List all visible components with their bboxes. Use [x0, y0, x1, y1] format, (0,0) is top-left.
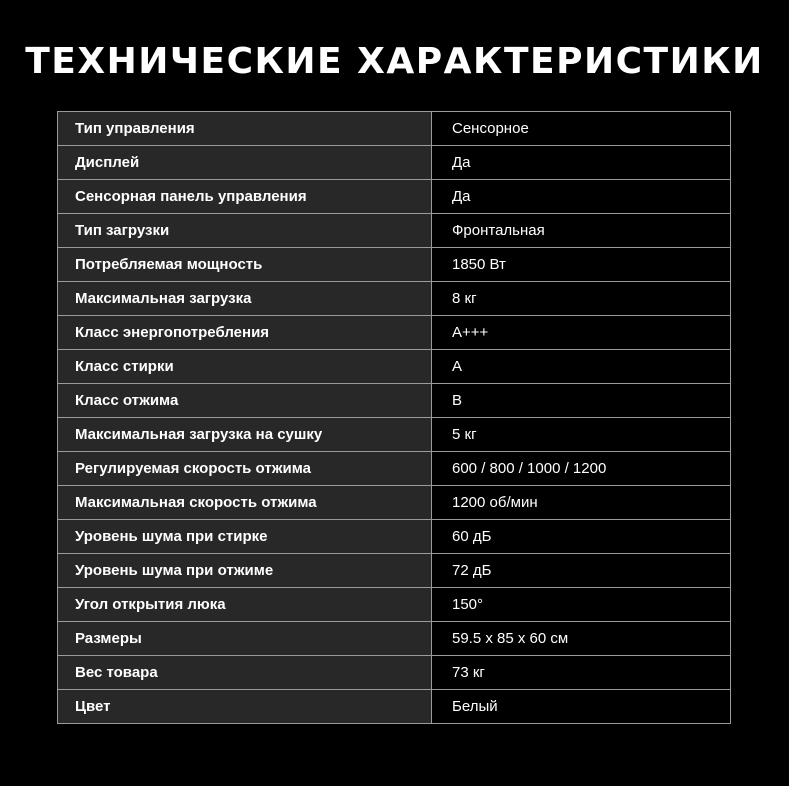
spec-name: Потребляемая мощность	[58, 248, 432, 282]
spec-row	[58, 520, 731, 554]
spec-row	[58, 554, 731, 588]
spec-row	[58, 214, 731, 248]
spec-name: Класс отжима	[58, 384, 432, 418]
spec-row	[58, 452, 731, 486]
spec-value: Сенсорное	[432, 112, 731, 146]
spec-row	[58, 656, 731, 690]
spec-table	[57, 111, 731, 724]
spec-row	[58, 146, 731, 180]
spec-name: Размеры	[58, 622, 432, 656]
spec-row	[58, 384, 731, 418]
spec-row	[58, 248, 731, 282]
spec-name: Тип управления	[58, 112, 432, 146]
spec-value: 5 кг	[432, 418, 731, 452]
spec-name: Угол открытия люка	[58, 588, 432, 622]
spec-value: 1200 об/мин	[432, 486, 731, 520]
spec-row	[58, 112, 731, 146]
spec-value: B	[432, 384, 731, 418]
spec-value: 60 дБ	[432, 520, 731, 554]
spec-value: Белый	[432, 690, 731, 724]
spec-value: A	[432, 350, 731, 384]
spec-name: Тип загрузки	[58, 214, 432, 248]
spec-value: Фронтальная	[432, 214, 731, 248]
spec-row	[58, 350, 731, 384]
spec-name: Уровень шума при стирке	[58, 520, 432, 554]
spec-name: Сенсорная панель управления	[58, 180, 432, 214]
spec-value: 73 кг	[432, 656, 731, 690]
spec-name: Дисплей	[58, 146, 432, 180]
spec-value: A+++	[432, 316, 731, 350]
spec-name: Цвет	[58, 690, 432, 724]
spec-row	[58, 690, 731, 724]
spec-value: 8 кг	[432, 282, 731, 316]
spec-value: 1850 Вт	[432, 248, 731, 282]
spec-name: Максимальная загрузка	[58, 282, 432, 316]
spec-name: Максимальная загрузка на сушку	[58, 418, 432, 452]
spec-name: Вес товара	[58, 656, 432, 690]
spec-row	[58, 418, 731, 452]
spec-row	[58, 180, 731, 214]
page-title: ТЕХНИЧЕСКИЕ ХАРАКТЕРИСТИКИ	[25, 41, 764, 82]
spec-name: Регулируемая скорость отжима	[58, 452, 432, 486]
spec-name: Максимальная скорость отжима	[58, 486, 432, 520]
spec-row	[58, 622, 731, 656]
spec-row	[58, 316, 731, 350]
spec-row	[58, 588, 731, 622]
spec-name: Класс стирки	[58, 350, 432, 384]
spec-value: 600 / 800 / 1000 / 1200	[432, 452, 731, 486]
spec-value: 72 дБ	[432, 554, 731, 588]
spec-value: 150°	[432, 588, 731, 622]
spec-name: Уровень шума при отжиме	[58, 554, 432, 588]
spec-value: 59.5 х 85 х 60 см	[432, 622, 731, 656]
spec-value: Да	[432, 180, 731, 214]
spec-table-body	[58, 112, 731, 724]
spec-value: Да	[432, 146, 731, 180]
spec-row	[58, 486, 731, 520]
spec-row	[58, 282, 731, 316]
spec-name: Класс энергопотребления	[58, 316, 432, 350]
